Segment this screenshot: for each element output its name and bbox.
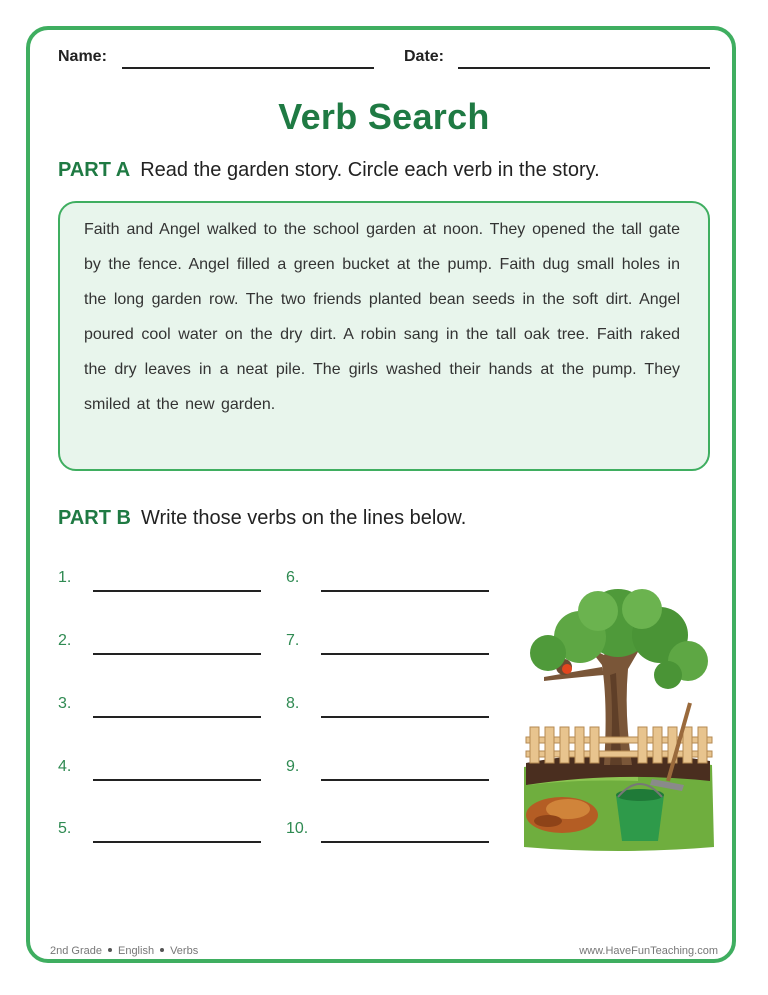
garden-tree-illustration — [518, 585, 718, 855]
answer-line-4[interactable] — [93, 779, 261, 781]
answer-number-3: 3. — [58, 695, 72, 712]
date-label: Date: — [404, 48, 445, 65]
part-a-tag: PART A — [58, 159, 131, 181]
name-line[interactable] — [122, 67, 374, 69]
answer-number-6: 6. — [286, 569, 300, 586]
bullet-dot-icon — [160, 948, 164, 952]
answer-number-8: 8. — [286, 695, 300, 712]
answer-number-1: 1. — [58, 569, 72, 586]
answer-line-10[interactable] — [321, 841, 489, 843]
part-b-instruction: Write those verbs on the lines below. — [140, 507, 467, 529]
answer-line-5[interactable] — [93, 841, 261, 843]
name-label: Name: — [58, 48, 107, 65]
story-text: Faith and Angel walked to the school garden at noon. They opened the tall gate by the fence. Angel filled a green bucket at the pump. Faith dug small holes in the long garden row. The two friends planted bean seeds in the soft dirt. Angel poured cool water on the dry dirt. A robin sang in the tall oak tree. Faith raked the dry leaves in a neat pile. The girls washed their hands at the pump. They smiled at the new garden. — [84, 221, 680, 414]
answer-number-7: 7. — [286, 632, 300, 649]
footer-grade: 2nd Grade — [50, 945, 102, 957]
answer-line-1[interactable] — [93, 590, 261, 592]
answer-number-5: 5. — [58, 820, 72, 837]
footer-subject: English — [117, 945, 155, 957]
footer-site[interactable]: www.HaveFunTeaching.com — [579, 945, 718, 957]
answer-line-9[interactable] — [321, 779, 489, 781]
answer-line-3[interactable] — [93, 716, 261, 718]
answer-number-2: 2. — [58, 632, 72, 649]
bullet-dot-icon — [108, 948, 112, 952]
answer-number-4: 4. — [58, 758, 72, 775]
part-a-instruction: Read the garden story. Circle each verb in the story. — [140, 159, 600, 181]
part-a-heading — [58, 159, 600, 182]
answer-line-8[interactable] — [321, 716, 489, 718]
answer-line-2[interactable] — [93, 653, 261, 655]
worksheet-title: Verb Search — [278, 96, 490, 137]
answer-number-10: 10. — [286, 820, 309, 837]
answer-line-6[interactable] — [321, 590, 489, 592]
part-b-heading — [58, 507, 466, 530]
date-line[interactable] — [458, 67, 710, 69]
part-b-tag: PART B — [58, 507, 131, 529]
answer-line-7[interactable] — [321, 653, 489, 655]
footer-tags — [50, 945, 198, 957]
answer-number-9: 9. — [286, 758, 300, 775]
footer-topic: Verbs — [170, 945, 199, 957]
